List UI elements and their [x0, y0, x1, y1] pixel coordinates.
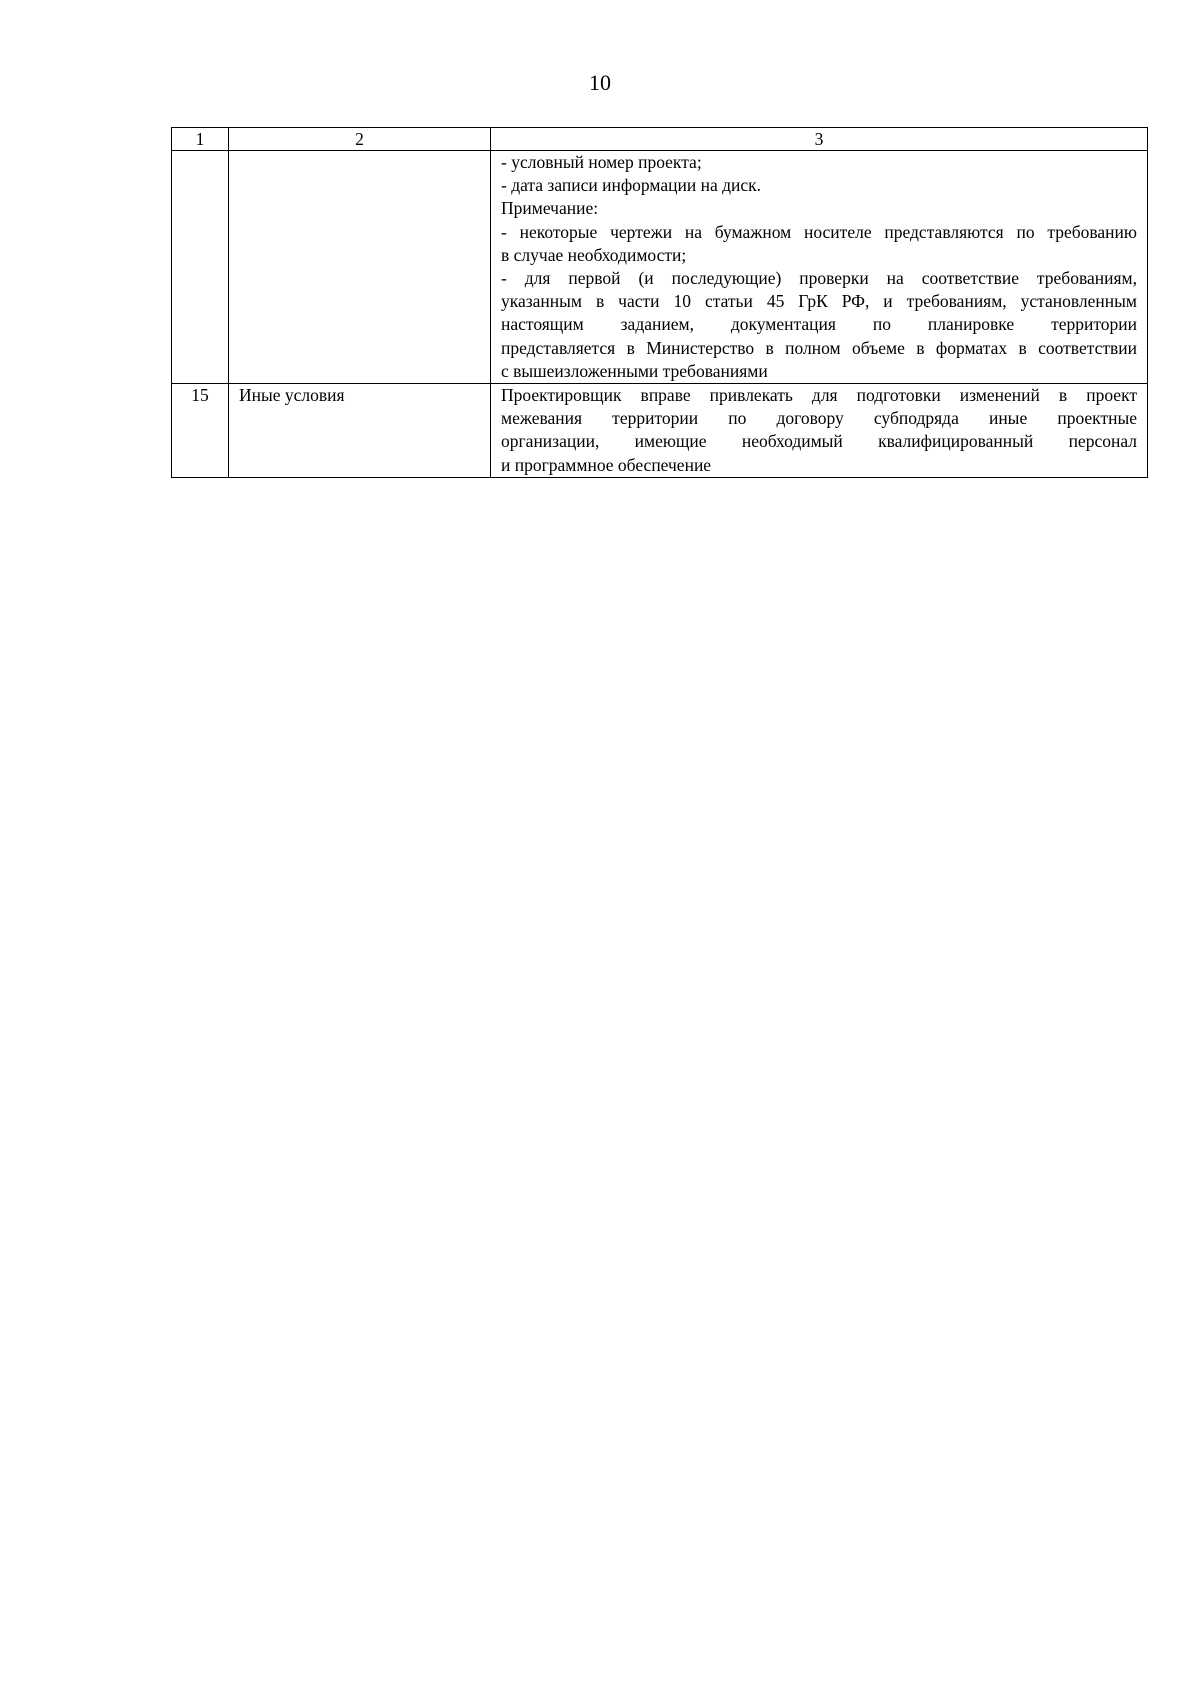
text-line: - условный номер проекта;: [501, 152, 702, 172]
row-description: [491, 151, 1148, 384]
text-line: Проектировщик вправе привлекать для подготовки изменений в проект: [501, 385, 1137, 406]
text-line: организации, имеющие необходимый квалифицированный персонал: [501, 431, 1137, 452]
requirements-table: [171, 127, 1148, 478]
row-number: 15: [172, 384, 229, 478]
text-line: - дата записи информации на диск.: [501, 175, 762, 196]
text-line: межевания территории по договору субподряда иные проектные: [501, 408, 1137, 429]
text-line: - для первой (и последующие) проверки на соответствие требованиям,: [501, 268, 1137, 289]
text-line: Примечание:: [501, 198, 599, 219]
text-line: указанным в части 10 статьи 45 ГрК РФ, и требованиям, установленным: [501, 291, 1137, 312]
row-name: [229, 151, 491, 384]
row-description: [491, 384, 1148, 478]
row-number: [172, 151, 229, 384]
header-cell-1: 1: [172, 128, 229, 151]
text-line: - некоторые чертежи на бумажном носителе представляются по требованию: [501, 221, 1137, 242]
text-line: представляется в Министерство в полном объеме в форматах в соответствии: [501, 337, 1137, 358]
text-line: настоящим заданием, документация по планировке территории: [501, 314, 1137, 335]
table-row: [172, 151, 1148, 384]
row-name: Иные условия: [229, 384, 491, 478]
table-row: [172, 384, 1148, 478]
page-number: 10: [589, 70, 611, 95]
text-line: в случае необходимости;: [501, 244, 687, 265]
text-line: и программное обеспечение: [501, 454, 712, 475]
header-cell-2: 2: [229, 128, 491, 151]
table-header-row: [172, 128, 1148, 151]
text-line: с вышеизложенными требованиями: [501, 360, 768, 381]
header-cell-3: 3: [491, 128, 1148, 151]
